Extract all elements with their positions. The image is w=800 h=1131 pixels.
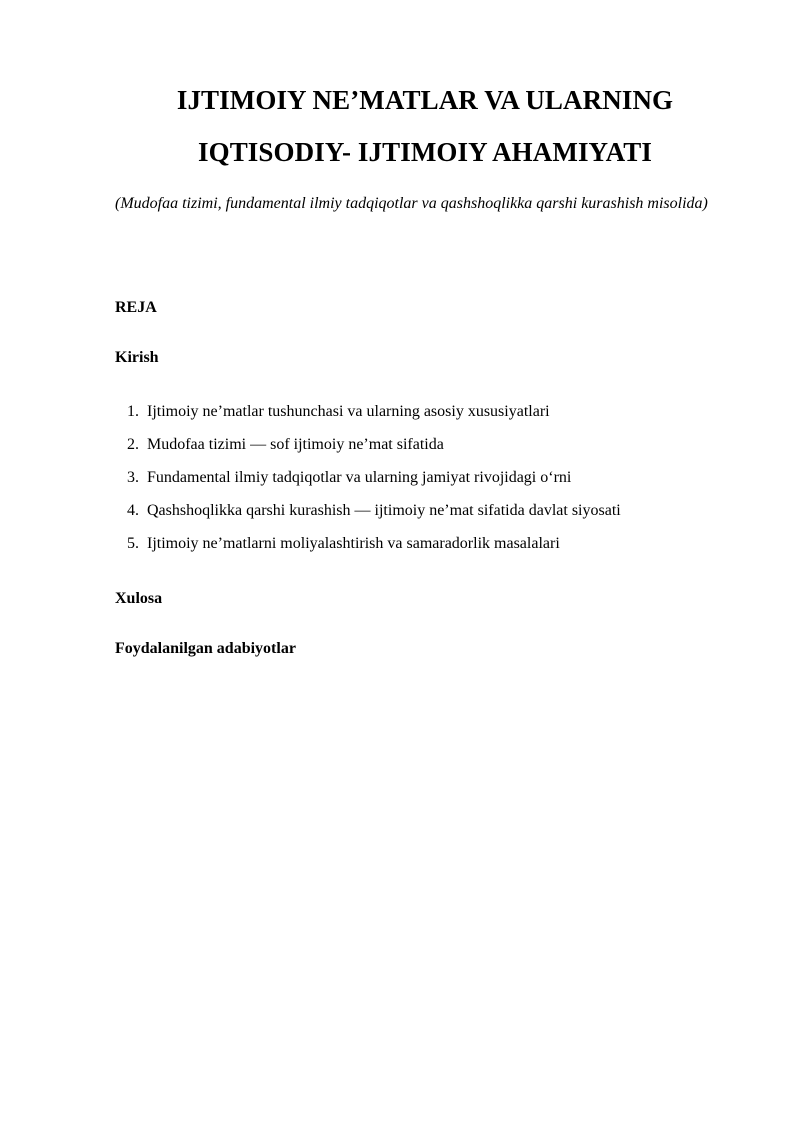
plan-item-number: 1. — [127, 403, 139, 420]
plan-item — [115, 494, 735, 527]
plan-item-text: Ijtimoiy ne’matlar tushunchasi va ularning asosiy xususiyatlari — [147, 403, 550, 420]
intro-heading: Kirish — [115, 349, 159, 366]
plan-item — [115, 428, 735, 461]
plan-list — [115, 395, 735, 560]
document-page — [115, 0, 735, 659]
plan-item-number: 5. — [127, 535, 139, 552]
plan-item-number: 3. — [127, 469, 139, 486]
title-line-2: IQTISODIY- IJTIMOIY AHAMIYATI — [197, 137, 652, 167]
plan-item-text: Ijtimoiy ne’matlarni moliyalashtirish va samaradorlik masalalari — [147, 535, 560, 552]
plan-heading: REJA — [115, 299, 157, 316]
title-line-1: IJTIMOIY NE’MATLAR VA ULARNING — [176, 85, 674, 115]
plan-item-text: Fundamental ilmiy tadqiqotlar va ularning jamiyat rivojidagi o‘rni — [147, 469, 572, 486]
plan-item — [115, 527, 735, 560]
plan-item-text: Mudofaa tizimi — sof ijtimoiy ne’mat sifatida — [147, 436, 444, 453]
document-title — [115, 0, 735, 178]
conclusion-heading: Xulosa — [115, 590, 163, 607]
plan-item — [115, 395, 735, 428]
plan-item-text: Qashshoqlikka qarshi kurashish — ijtimoiy ne’mat sifatida davlat siyosati — [147, 502, 621, 519]
plan-item-number: 2. — [127, 436, 139, 453]
plan-item-number: 4. — [127, 502, 139, 519]
plan-item — [115, 461, 735, 494]
references-heading: Foydalanilgan adabiyotlar — [115, 640, 296, 657]
document-subtitle: (Mudofaa tizimi, fundamental ilmiy tadqiqotlar va qashshoqlikka qarshi kurashish misolida) — [115, 195, 708, 212]
